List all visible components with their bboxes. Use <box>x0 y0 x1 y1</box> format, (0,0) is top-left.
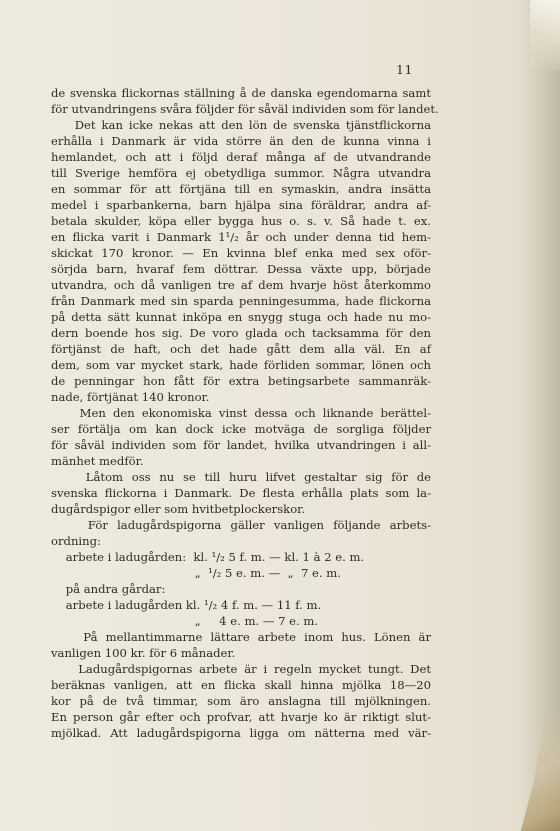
text-line: skickat 170 kronor. — En kvinna blef enka med sex oför- <box>51 246 431 260</box>
text-line: arbete i ladugården: kl. ¹/₂ 5 f. m. — kl. 1 à 2 e. m. <box>51 550 365 564</box>
text-line: dem, som var mycket stark, hade förliden sommar, lönen och <box>51 358 431 372</box>
text-line: beräknas vanligen, att en flicka skall hinna mjölka 18—20 <box>51 678 431 692</box>
text-line: förtjänst de haft, och det hade gått dem alla väl. En af <box>51 342 431 356</box>
text-line: på detta sätt kunnat inköpa en snygg stuga och hade nu mo- <box>51 310 431 324</box>
text-line: På mellantimmarne lättare arbete inom hus. Lönen är <box>51 630 431 644</box>
text-line: En person går efter och profvar, att hvarje ko är riktigt slut- <box>51 710 431 724</box>
page-number: 11 <box>396 62 413 77</box>
text-line: en sommar för att förtjäna till en symaskin, andra insätta <box>51 182 431 196</box>
text-line: „ ¹/₂ 5 e. m. — „ 7 e. m. <box>51 566 341 580</box>
text-line: För ladugårdspigorna gäller vanligen följande arbets- <box>51 518 431 532</box>
text-line: ser förtälja om kan dock icke motväga de sorgliga följder <box>51 422 431 436</box>
text-line: Låtom oss nu se till huru lifvet gestaltar sig för de <box>51 470 431 484</box>
text-line: för utvandringens svåra följder för såväl individen som för landet. <box>51 102 439 116</box>
text-line: sörjda barn, hvaraf fem döttrar. Dessa växte upp, började <box>51 262 431 276</box>
text-line: de penningar hon fått för extra betingsarbete sammanräk- <box>51 374 431 388</box>
text-line: erhålla i Danmark är vida större än den de kunna vinna i <box>51 134 431 148</box>
text-line: vanligen 100 kr. för 6 månader. <box>51 646 236 660</box>
text-line: utvandra, och då vanligen tre af dem hvarje höst återkommo <box>51 278 431 292</box>
text-line: svenska flickorna i Danmark. De flesta erhålla plats som la- <box>51 486 431 500</box>
text-line: betala skulder, köpa eller bygga hus o. s. v. Så hade t. ex. <box>51 214 431 228</box>
text-line: för såväl individen som för landet, hvilka utvandringen i all- <box>51 438 431 452</box>
text-line: kor på de två timmar, som äro anslagna till mjölkningen. <box>51 694 431 708</box>
page-edge-shadow <box>520 0 560 831</box>
text-line: Ladugårdspigornas arbete är i regeln mycket tungt. Det <box>51 662 431 676</box>
text-line: Men den ekonomiska vinst dessa och liknande berättel- <box>51 406 431 420</box>
text-line: mjölkad. Att ladugårdspigorna ligga om nätterna med vär- <box>51 726 431 740</box>
text-line: dern boende hos sig. De voro glada och tacksamma för den <box>51 326 431 340</box>
text-line: till Sverige hemföra ej obetydliga summor. Några utvandra <box>51 166 431 180</box>
text-line: nade, förtjänat 140 kronor. <box>51 390 210 404</box>
text-line: ordning: <box>51 534 101 548</box>
text-line: mänhet medför. <box>51 454 144 468</box>
page-corner-top <box>530 0 560 70</box>
body-text <box>51 85 439 741</box>
text-line: „ 4 e. m. — 7 e. m. <box>51 614 319 628</box>
text-line: på andra gårdar: <box>51 582 166 596</box>
text-line: de svenska flickornas ställning å de danska egendomarna samt <box>51 86 431 100</box>
text-line: dugårdspigor eller som hvitbetplockerskor. <box>51 502 306 516</box>
text-line: en flicka varit i Danmark 1¹/₂ år och under denna tid hem- <box>51 230 431 244</box>
text-line: Det kan icke nekas att den lön de svenska tjänstflickorna <box>51 118 431 132</box>
text-line: medel i sparbankerna, barn hjälpa sina föräldrar, andra af- <box>51 198 431 212</box>
text-line: arbete i ladugården kl. ¹/₂ 4 f. m. — 11 f. m. <box>51 598 322 612</box>
text-line: från Danmark med sin sparda penningesumma, hade flickorna <box>51 294 431 308</box>
text-line: hemlandet, och att i följd deraf många af de utvandrande <box>51 150 431 164</box>
